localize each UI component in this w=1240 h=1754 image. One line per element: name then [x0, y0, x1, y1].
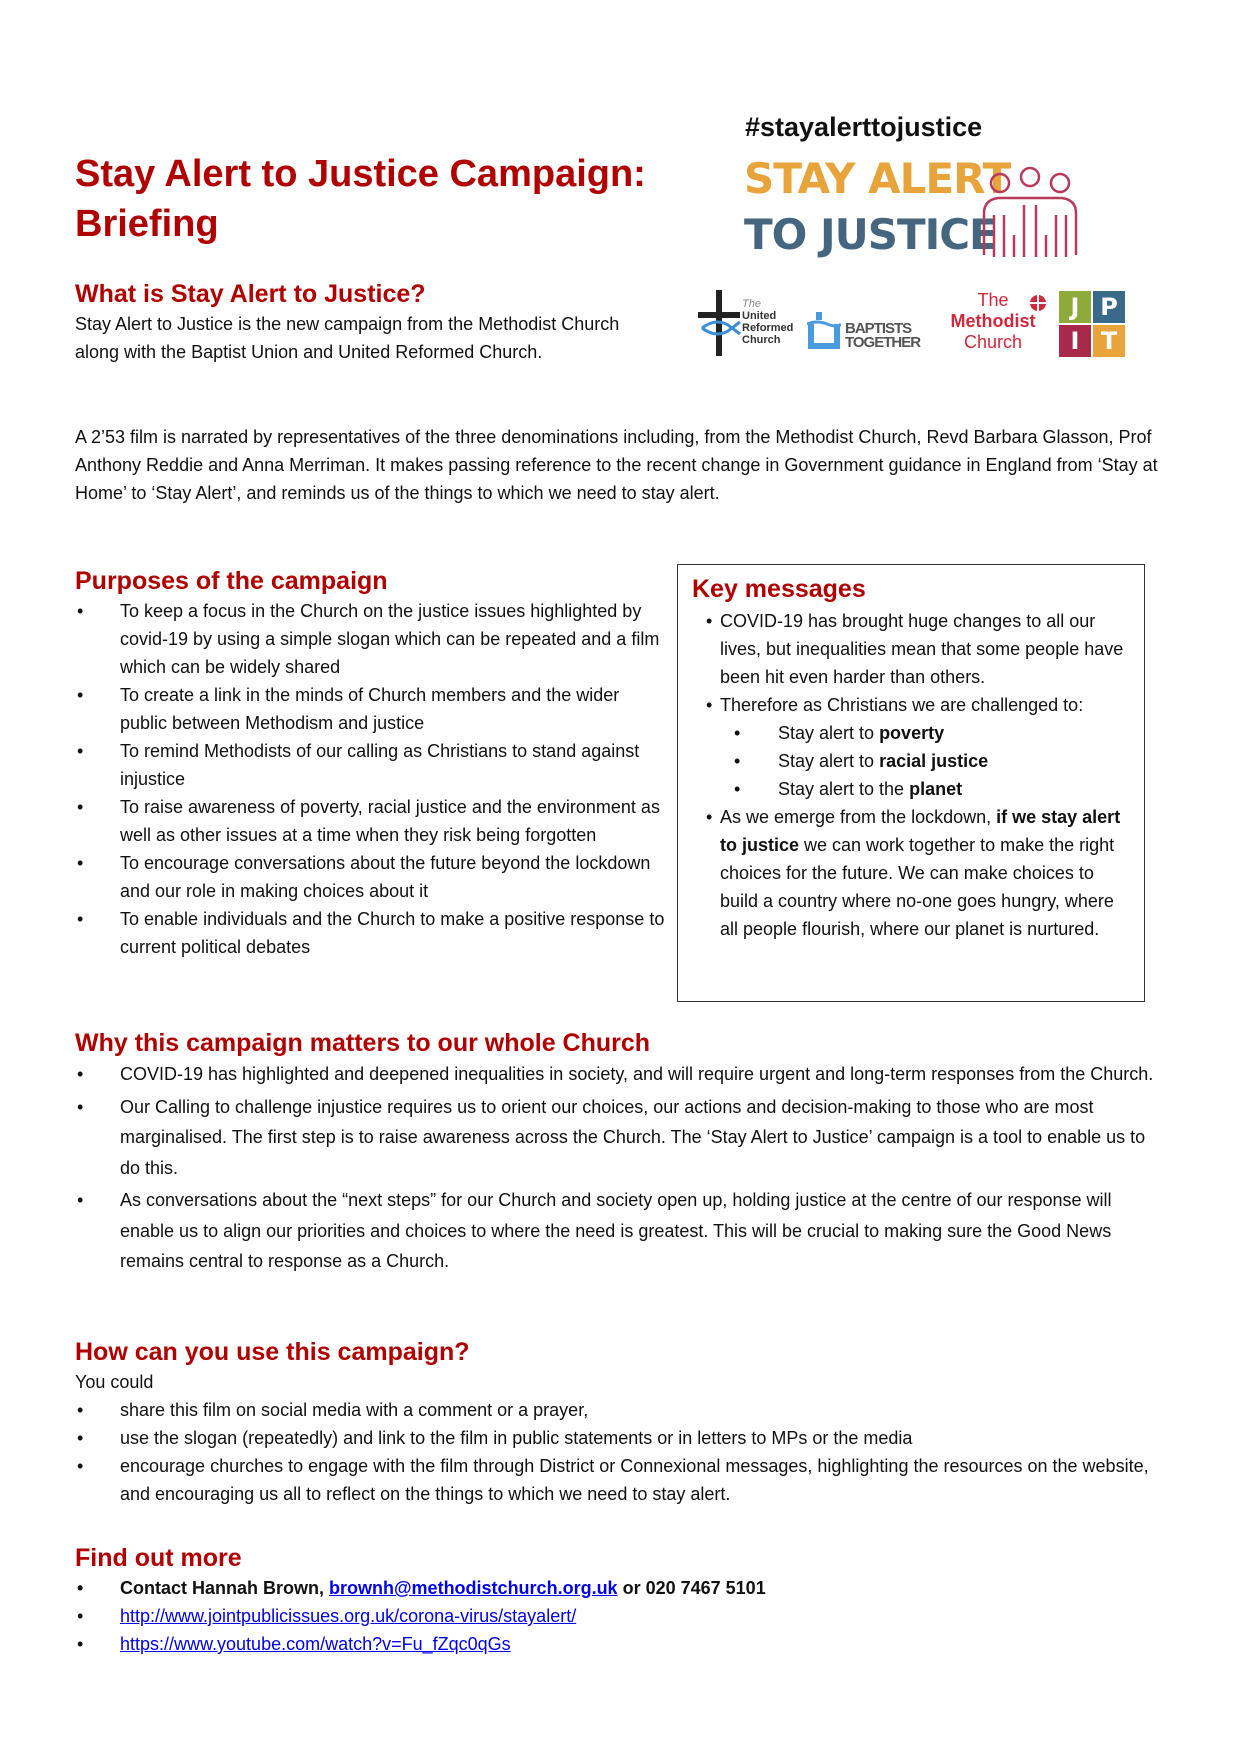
list-item [75, 1059, 1165, 1090]
list-item: • Stay alert to the planet [734, 779, 963, 799]
why-heading: Why this campaign matters to our whole Church [75, 1029, 651, 1057]
list-item [75, 1396, 1165, 1424]
hashtag: #stayalerttojustice [745, 112, 983, 142]
film-paragraph: A 2’53 film is narrated by representatives of the three denominations including, from the Methodist Church, Revd Barbara Glasson, Prof Anthony Reddie and Anna Merriman. It makes passing reference to the recent change in Government guidance in England from ‘Stay at Home’ to ‘Stay Alert’, and reminds us of the things to which we need to stay alert. [75, 427, 1158, 503]
key-messages-box [677, 564, 1145, 1002]
list-item-text: encourage churches to engage with the film through District or Connexional messages, highlighting the resources on the website, and encouraging us all to reflect on the things to which we need to stay alert. [120, 1456, 1149, 1504]
list-item [75, 1185, 1165, 1277]
jpit-link[interactable]: http://www.jointpublicissues.org.uk/corona-virus/stayalert/ [120, 1606, 577, 1626]
list-item-text: use the slogan (repeatedly) and link to the film in public statements or in letters to MPs or the media [120, 1428, 913, 1448]
methodist-logo: The Methodist Church [950, 290, 1036, 352]
logo-stay-alert: STAY ALERT [744, 154, 1011, 203]
list-item [75, 597, 665, 681]
list-item-text: To create a link in the minds of Church members and the wider public between Methodism and justice [120, 685, 620, 733]
list-item-text: As conversations about the “next steps” for our Church and society open up, holding justice at the centre of our response will enable us to align our priorities and choices to where the need is greatest. This will be crucial to making sure the Good News remains central to response as a Church. [120, 1190, 1112, 1271]
purposes-heading: Purposes of the campaign [75, 567, 388, 595]
cross-fish-icon [698, 290, 742, 356]
purposes-list [75, 597, 665, 961]
how-section [75, 1336, 1165, 1508]
list-item-text: COVID-19 has highlighted and deepened inequalities in society, and will require urgent and long-term responses from the Church. [120, 1064, 1154, 1084]
logo-to-justice: TO JUSTICE [744, 210, 997, 259]
bullet: • [77, 1064, 84, 1084]
list-item-text: To encourage conversations about the future beyond the lockdown and our role in making choices about it [120, 853, 651, 901]
find-out-more-section [75, 1542, 1165, 1658]
list-item [75, 793, 665, 849]
contact-item: • Contact Hannah Brown, brownh@methodistchurch.org.uk or 020 7467 5101 [77, 1578, 766, 1598]
key-list [692, 607, 1144, 943]
list-item [75, 1424, 1165, 1452]
bullet: • [77, 909, 84, 929]
list-item: • http://www.jointpublicissues.org.uk/corona-virus/stayalert/ [77, 1606, 577, 1626]
email-link[interactable]: brownh@methodistchurch.org.uk [329, 1578, 618, 1598]
bullet: • [77, 853, 84, 873]
people-icon [980, 165, 1080, 260]
what-section [75, 278, 665, 366]
bullet: • [77, 1400, 84, 1420]
list-item: • Therefore as Christians we are challenged to: [706, 695, 1084, 715]
list-item [75, 905, 665, 961]
list-item: • COVID-19 has brought huge changes to all our lives, but inequalities mean that some people have been hit even harder than others. [706, 611, 1124, 687]
list-item [75, 1452, 1165, 1508]
bullet: • [77, 685, 84, 705]
list-item: • As we emerge from the lockdown, if we stay alert to justice we can work together to make the right choices for the future. We can make choices to build a country where no-one goes hungry, where all people flourish, where our planet is nurtured. [706, 807, 1121, 939]
list-item-text: Our Calling to challenge injustice requires us to orient our choices, our actions and decision-making to those who are most marginalised. The first step is to raise awareness across the Church. The ‘Stay Alert to Justice’ campaign is a tool to enable us to do this. [120, 1096, 1146, 1178]
list-item-text: To keep a focus in the Church on the justice issues highlighted by covid-19 by using a simple slogan which can be repeated and a film which can be widely shared [120, 601, 660, 677]
bullet: • [77, 601, 84, 621]
jpit-logo: J P I T [1059, 291, 1125, 357]
bullet: • [77, 741, 84, 761]
youtube-link[interactable]: https://www.youtube.com/watch?v=Fu_fZqc0qGs [120, 1634, 511, 1654]
list-item-text: To remind Methodists of our calling as Christians to stand against injustice [120, 741, 640, 789]
bullet: • [77, 1190, 84, 1210]
what-heading: What is Stay Alert to Justice? [75, 280, 426, 308]
list-item-text: To raise awareness of poverty, racial justice and the environment as well as other issues at a time when they risk being forgotten [120, 797, 660, 845]
more-heading: Find out more [75, 1544, 242, 1572]
why-section [75, 1027, 1165, 1279]
methodist-orb-icon [1029, 294, 1047, 312]
purposes-section [75, 565, 665, 961]
title-line-1: Stay Alert to Justice Campaign: [75, 153, 646, 195]
what-text: Stay Alert to Justice is the new campaign from the Methodist Church along with the Baptist Union and United Reformed Church. [75, 314, 620, 362]
bullet: • [77, 1096, 84, 1117]
title-line-2: Briefing [75, 203, 219, 245]
more-list [75, 1574, 1165, 1658]
list-item [75, 737, 665, 793]
list-item: • Stay alert to poverty [734, 723, 945, 743]
urc-logo: The United Reformed Church [698, 290, 798, 356]
how-heading: How can you use this campaign? [75, 1338, 470, 1366]
list-item-text: share this film on social media with a comment or a prayer, [120, 1400, 589, 1420]
font-icon [807, 310, 841, 350]
list-item: • Stay alert to racial justice [734, 751, 989, 771]
baptists-logo: BAPTISTS TOGETHER [807, 310, 927, 350]
list-item-text: To enable individuals and the Church to make a positive response to current political debates [120, 909, 665, 957]
bullet: • [77, 797, 84, 817]
how-list [75, 1396, 1165, 1508]
list-item [75, 849, 665, 905]
bullet: • [77, 1456, 84, 1476]
list-item [75, 681, 665, 737]
page-title [75, 149, 646, 249]
how-intro: You could [75, 1372, 154, 1392]
list-item: • https://www.youtube.com/watch?v=Fu_fZqc0qGs [77, 1634, 511, 1654]
key-heading: Key messages [692, 575, 866, 603]
why-list [75, 1059, 1165, 1277]
list-item [75, 1092, 1165, 1184]
bullet: • [77, 1428, 84, 1448]
